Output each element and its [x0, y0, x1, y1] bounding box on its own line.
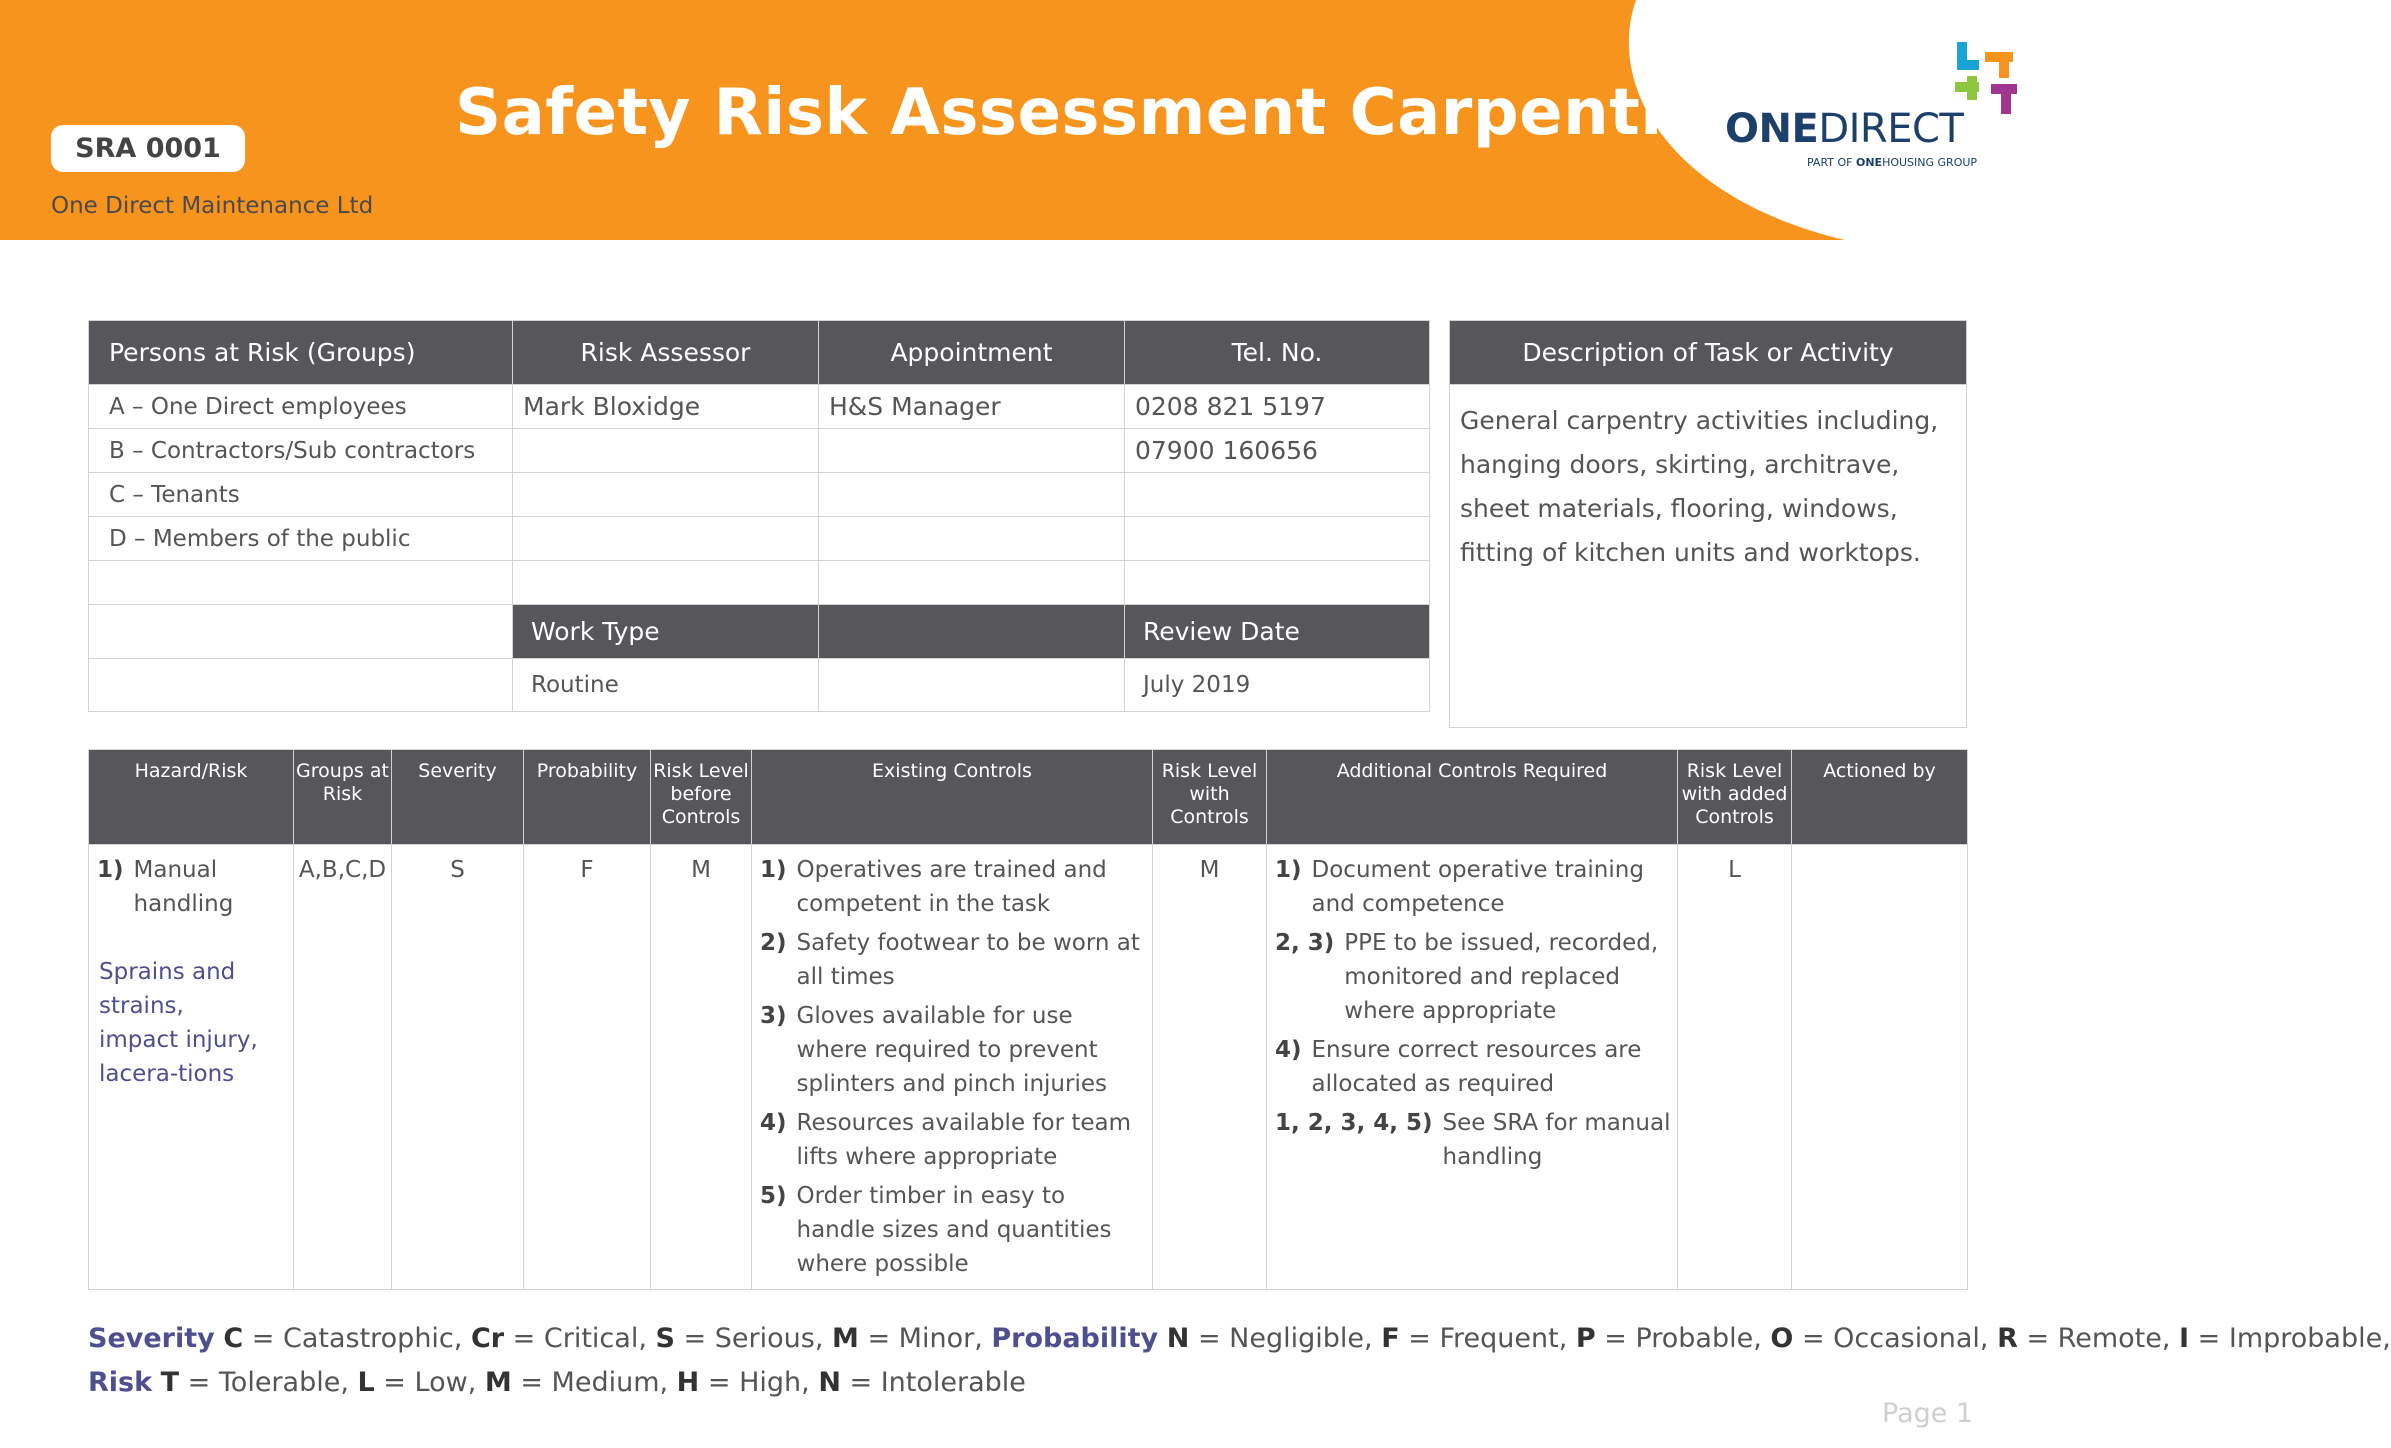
legend-line: Risk T = Tolerable, L = Low, M = Medium, H = High, N = Intolerable	[88, 1367, 1026, 1398]
empty-cell	[513, 473, 819, 517]
legend-code: F	[1381, 1323, 1400, 1354]
empty-cell	[819, 517, 1125, 561]
legend-meaning: Intolerable	[880, 1367, 1026, 1398]
table-row	[89, 561, 1430, 605]
list-item-number: 3)	[760, 1003, 787, 1029]
legend-meaning: Remote	[2057, 1323, 2162, 1354]
logo-tagline: PART OF ONEHOUSING GROUP	[1807, 156, 1978, 169]
legend-code: I	[2179, 1323, 2190, 1354]
table-row	[89, 473, 1430, 517]
hazard-title: Manual handling	[133, 857, 234, 917]
tel-number-2: 07900 160656	[1125, 429, 1430, 473]
risk-assessor-header: Risk Assessor	[513, 321, 819, 385]
table-row	[89, 659, 1430, 712]
list-item	[760, 1179, 1146, 1281]
company-name: One Direct Maintenance Ltd	[51, 193, 374, 219]
empty-cell	[89, 605, 513, 659]
severity-value: S	[392, 845, 524, 1290]
risk-with-controls-value: M	[1153, 845, 1267, 1290]
list-item	[760, 926, 1146, 994]
hazard-risk-header: Hazard/Risk	[89, 750, 294, 845]
legend-meaning: Serious	[714, 1323, 815, 1354]
risk-added-controls-header: Risk Level with added Controls	[1678, 750, 1792, 845]
risk-legend	[88, 1317, 2391, 1405]
sra-code-badge: SRA 0001	[51, 125, 245, 172]
list-item	[1275, 1106, 1671, 1174]
hazard-detail: Sprains and strains, impact injury, lacera-tions	[99, 959, 258, 1087]
list-item-text: Order timber in easy to handle sizes and quantities where possible	[796, 1183, 1112, 1277]
persons-at-risk-header: Persons at Risk (Groups)	[89, 321, 513, 385]
legend-meaning: Catastrophic	[282, 1323, 454, 1354]
task-description-text: General carpentry activities including, hanging doors, skirting, architrave, sheet materials, flooring, windows, fitting of kitchen units and worktops.	[1450, 385, 1967, 728]
page-title: Safety Risk Assessment Carpentry	[455, 76, 1715, 150]
legend-meaning: Minor	[898, 1323, 975, 1354]
persons-group-c: C – Tenants	[89, 473, 513, 517]
empty-cell	[819, 659, 1125, 712]
legend-code: M	[484, 1367, 512, 1398]
list-item	[1275, 926, 1671, 1028]
empty-cell	[819, 429, 1125, 473]
legend-code: C	[223, 1323, 244, 1354]
legend-code: R	[1997, 1323, 2018, 1354]
legend-code: Cr	[470, 1323, 505, 1354]
hazard-cell	[89, 845, 294, 1290]
list-item-number: 1)	[760, 857, 787, 883]
list-item	[760, 1106, 1146, 1174]
empty-cell	[1125, 473, 1430, 517]
legend-meaning: Negligible	[1229, 1323, 1365, 1354]
list-item-text: Safety footwear to be worn at all times	[796, 930, 1140, 990]
list-item-text: Resources available for team lifts where appropriate	[796, 1110, 1132, 1170]
legend-meaning: Medium	[551, 1367, 660, 1398]
legend-meaning: Probable	[1635, 1323, 1754, 1354]
task-description-table	[1449, 320, 1967, 728]
empty-cell	[1125, 517, 1430, 561]
severity-header: Severity	[392, 750, 524, 845]
legend-meaning: Frequent	[1439, 1323, 1559, 1354]
list-item-number: 2, 3)	[1275, 930, 1335, 956]
table-row	[89, 845, 1968, 1290]
legend-line: Severity C = Catastrophic, Cr = Critical, S = Serious, M = Minor, Probability N = Negligible, F = Frequent, P = Probable, O = Occasional, R = Remote, I = Improbable,	[88, 1323, 2391, 1354]
risk-before-value: M	[651, 845, 752, 1290]
persons-group-a: A – One Direct employees	[89, 385, 513, 429]
actioned-by-value	[1792, 845, 1968, 1290]
legend-meaning: Critical	[543, 1323, 639, 1354]
assessment-info-table	[88, 320, 1430, 712]
legend-code: T	[160, 1367, 180, 1398]
list-item-text: Operatives are trained and competent in the task	[796, 857, 1107, 917]
legend-meaning: High	[739, 1367, 802, 1398]
empty-cell	[819, 561, 1125, 605]
list-item	[760, 853, 1146, 921]
legend-group-label: Risk	[88, 1367, 153, 1398]
table-row	[89, 429, 1430, 473]
list-item-number: 1, 2, 3, 4, 5)	[1275, 1110, 1433, 1136]
list-item-number: 5)	[760, 1183, 787, 1209]
existing-controls-header: Existing Controls	[752, 750, 1153, 845]
empty-cell	[1125, 561, 1430, 605]
work-type-header: Work Type	[513, 605, 819, 659]
table-row	[89, 385, 1430, 429]
list-item-text: Document operative training and competence	[1311, 857, 1644, 917]
list-item-number: 4)	[1275, 1037, 1302, 1063]
tel-number-1: 0208 821 5197	[1125, 385, 1430, 429]
groups-at-risk-value: A,B,C,D	[294, 845, 392, 1290]
existing-controls-cell	[752, 845, 1153, 1290]
hazard-risk-table	[88, 749, 1968, 1290]
persons-group-d: D – Members of the public	[89, 517, 513, 561]
empty-cell	[513, 561, 819, 605]
risk-assessor-name: Mark Bloxidge	[513, 385, 819, 429]
empty-cell	[513, 517, 819, 561]
legend-code: S	[655, 1323, 675, 1354]
list-item-text: Gloves available for use where required to prevent splinters and pinch injuries	[796, 1003, 1107, 1097]
list-item-text: Ensure correct resources are allocated as required	[1311, 1037, 1642, 1097]
legend-group-label: Severity	[88, 1323, 215, 1354]
list-item-number: 2)	[760, 930, 787, 956]
persons-group-b: B – Contractors/Sub contractors	[89, 429, 513, 473]
appointment-value: H&S Manager	[819, 385, 1125, 429]
actioned-by-header: Actioned by	[1792, 750, 1968, 845]
legend-meaning: Occasional	[1833, 1323, 1980, 1354]
review-date-header: Review Date	[1125, 605, 1430, 659]
tel-no-header: Tel. No.	[1125, 321, 1430, 385]
legend-code: L	[357, 1367, 375, 1398]
legend-group-label: Probability	[991, 1323, 1159, 1354]
hazard-number: 1)	[97, 857, 124, 883]
empty-cell	[819, 473, 1125, 517]
empty-cell	[89, 659, 513, 712]
work-type-value: Routine	[513, 659, 819, 712]
risk-with-controls-header: Risk Level with Controls	[1153, 750, 1267, 845]
groups-at-risk-header: Groups at Risk	[294, 750, 392, 845]
list-item-text: See SRA for manual handling	[1442, 1110, 1671, 1170]
legend-meaning: Tolerable	[218, 1367, 341, 1398]
risk-added-controls-value: L	[1678, 845, 1792, 1290]
list-item-number: 4)	[760, 1110, 787, 1136]
page-number: Page 1	[1882, 1398, 1974, 1429]
appointment-header: Appointment	[819, 321, 1125, 385]
list-item-number: 1)	[1275, 857, 1302, 883]
logo-mark-icon	[1955, 38, 2025, 114]
risk-before-header: Risk Level before Controls	[651, 750, 752, 845]
empty-cell	[513, 429, 819, 473]
legend-meaning: Low	[414, 1367, 468, 1398]
table-row	[89, 605, 1430, 659]
legend-code: N	[818, 1367, 841, 1398]
list-item	[760, 999, 1146, 1101]
additional-controls-header: Additional Controls Required	[1267, 750, 1678, 845]
legend-meaning: Improbable	[2228, 1323, 2383, 1354]
review-date-value: July 2019	[1125, 659, 1430, 712]
legend-code: P	[1575, 1323, 1596, 1354]
legend-code: H	[676, 1367, 700, 1398]
additional-controls-cell	[1267, 845, 1678, 1290]
legend-code: M	[831, 1323, 859, 1354]
empty-cell	[89, 561, 513, 605]
logo-wordmark: ONEDIRECT	[1725, 106, 1964, 152]
probability-value: F	[524, 845, 651, 1290]
blank-header-cell	[819, 605, 1125, 659]
list-item	[1275, 853, 1671, 921]
table-row	[89, 517, 1430, 561]
list-item	[1275, 1033, 1671, 1101]
legend-code: N	[1166, 1323, 1190, 1354]
list-item-text: PPE to be issued, recorded, monitored and replaced where appropriate	[1344, 930, 1659, 1024]
task-description-header: Description of Task or Activity	[1450, 321, 1967, 385]
probability-header: Probability	[524, 750, 651, 845]
onedirect-logo	[1725, 38, 2025, 178]
legend-code: O	[1770, 1323, 1794, 1354]
